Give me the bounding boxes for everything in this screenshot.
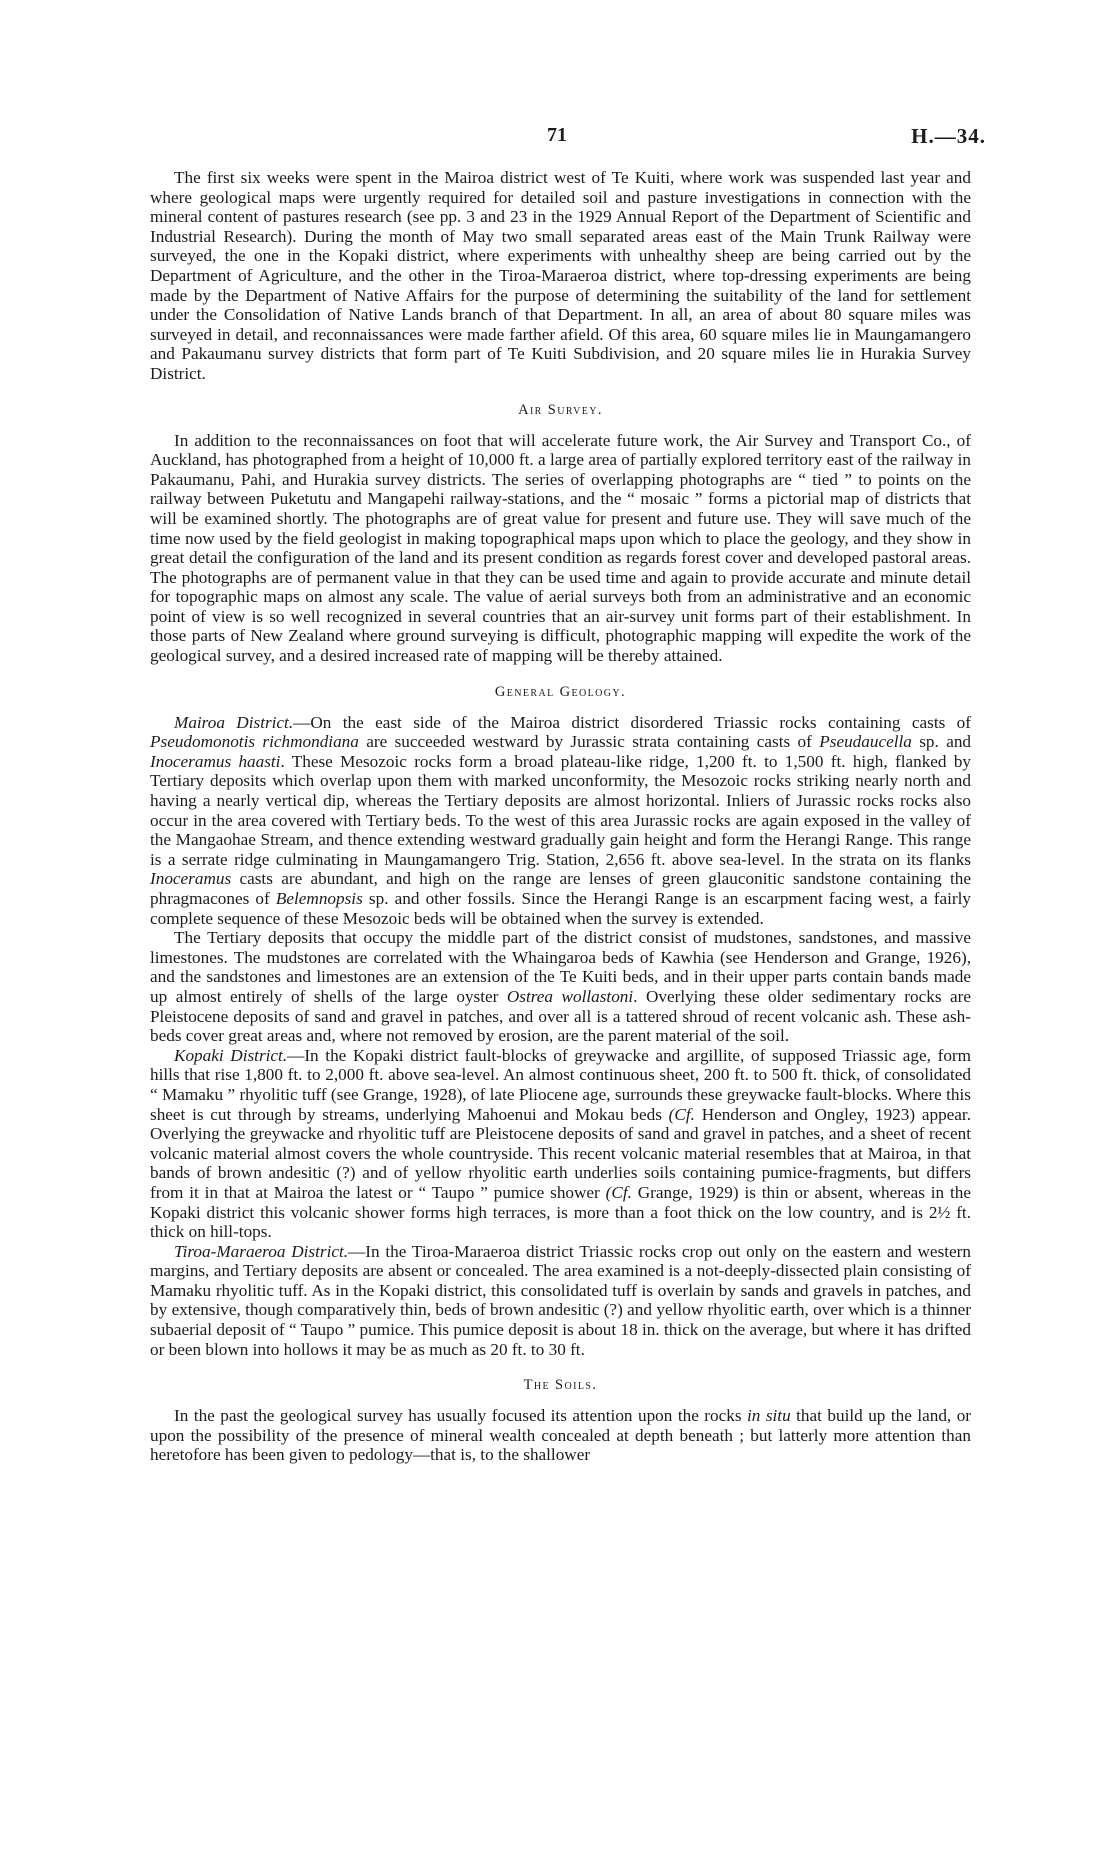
mairoa-label: Mairoa District. [174,712,294,732]
soils-text-2: that build up the land, or upon the possibility of the presence of mineral wealth concealed at depth beneath ; but latterly more attention than heretofore has been given to pedology—that is, to the shallower [150,1406,972,1465]
soils-paragraph [150,1406,971,1465]
air-survey-paragraph: In addition to the reconnaissances on foot that will accelerate future work, the Air Survey and Transport Co., of Auckland, has photographed from a height of 10,000 ft. a large area of partially explored territory east of the railway in Pakaumanu, Pahi, and Hurakia survey districts. The series of overlapping photographs are “ tied ” to points on the railway between Puketutu and Mangapehi railway-stations, and the “ mosaic ” forms a pictorial map of districts that will be examined shortly. The photographs are of great value for present and future use. They will save much of the time now used by the field geologist in making topographical maps upon which to place the geology, and they show in great detail the configuration of the land and its present condition as regards forest cover and developed pastoral areas. The photographs are of permanent value in that they can be used time and again to provide accurate and minute detail for topographic maps on almost any scale. The value of aerial surveys both from an administrative and an economic point of view is so well recognized in several countries that an air-survey unit forms part of their establishment. In those parts of New Zealand where ground surveying is difficult, photographic mapping will expedite the work of the geological survey, and a desired increased rate of mapping will be thereby attained. [150,430,971,666]
cf-reference: (Cf. [668,1104,695,1124]
mairoa-paragraph [150,713,971,929]
page-number: 71 [547,124,567,146]
mairoa-text-1: —On the east side of the Mairoa district disordered Triassic rocks containing casts of [293,712,971,732]
general-geology-heading: General Geology. [494,683,627,700]
mairoa-text-2: are succeeded westward by Jurassic strata containing casts of [358,732,820,752]
air-survey-heading: Air Survey. [518,401,603,418]
kopaki-text-1: —In the Kopaki district fault-blocks of greywacke and argillite, of supposed Triassic age, form hills that rise 1,800 ft. to 2,000 ft. above sea-level. An almost continuous sheet, 200 ft. to 500 ft. thick, of consolidated “ Mamaku ” rhyolitic tuff (see Grange, 1928), of late Pliocene age, surrounds these greywacke fault-blocks. Where this sheet is cut through by streams, underlying Mahoenui and Mokau beds [150,1045,972,1124]
species-name: Belemnopsis [275,889,363,908]
tiroa-label: Tiroa-Maraeroa District. [174,1241,349,1261]
mairoa-text-6: sp. and other fossils. Since the Herangi Range is an escarpment facing west, a fairly complete sequence of these Mesozoic beds will be obtained when the survey is extended. [150,889,971,928]
tiroa-paragraph [150,1242,971,1360]
kopaki-label: Kopaki District. [174,1045,288,1065]
soils-text-1: In the past the geological survey has usually focused its attention upon the rocks [174,1406,747,1426]
soils-heading: The Soils. [523,1377,598,1394]
cf-reference: (Cf. [605,1182,632,1202]
mairoa-text-3: sp. and [911,732,972,752]
mairoa-text-5: casts are abundant, and high on the range are lenses of green glauconitic sandstone containing the phragmacones of [150,869,971,908]
species-name: Inoceramus haasti [150,751,281,771]
tertiary-text-1: The Tertiary deposits that occupy the middle part of the district consist of mudstones, sandstones, and massive limestones. The mudstones are correlated with the Whaingaroa beds of Kawhia (see Henderson and Grange, 1926), and the sandstones and limestones are an extension of the Te Kuiti beds, and in their upper parts contain bands made up almost entirely of shells of the large oyster [150,928,971,1006]
page-body [150,168,971,1465]
species-name: Ostrea wollastoni [506,986,634,1006]
intro-paragraph: The first six weeks were spent in the Mairoa district west of Te Kuiti, where work was suspended last year and where geological maps were urgently required for detailed soil and pasture investigations in connection with the mineral content of pastures research (see pp. 3 and 23 in the 1929 Annual Report of the Department of Scientific and Industrial Research). During the month of May two small separated areas east of the Main Trunk Railway were surveyed, the one in the Kopaki district, where experiments with unhealthy sheep are being carried out by the Department of Agriculture, and the other in the Tiroa-Maraeroa district, where top-dressing experiments are being made by the Department of Native Affairs for the purpose of determining the suitability of the land for settlement under the Consolidation of Native Lands branch of that Department. In all, an area of about 80 square miles was surveyed in detail, and reconnaissances were made farther afield. Of this area, 60 square miles lie in Maungamangero and Pakaumanu survey districts that form part of Te Kuiti Subdivision, and 20 square miles lie in Hurakia Survey District. [150,168,971,383]
species-name: Inoceramus [150,869,232,889]
document-code: H.—34. [911,124,986,148]
tertiary-text-2: . Overlying these older sedimentary rocks are Pleistocene deposits of sand and gravel in patches, and over all is a tattered shroud of recent volcanic ash. These ash-beds cover great areas and, where not removed by erosion, are the parent material of the soil. [150,986,971,1046]
species-name: Pseudomonotis richmondiana [150,732,359,752]
kopaki-text-3: Grange, 1929) is thin or absent, whereas in the Kopaki district this volcanic shower forms high terraces, is more than a foot thick on the low country, and is 2½ ft. thick on hill-tops. [150,1182,972,1242]
mairoa-text-4: . These Mesozoic rocks form a broad plateau-like ridge, 1,200 ft. to 1,500 ft. high, flanked by Tertiary deposits which overlap upon them with marked unconformity, the Mesozoic rocks striking nearly north and having a nearly vertical dip, whereas the Tertiary deposits are almost horizontal. Inliers of Jurassic rocks rocks also occur in the area covered with Tertiary beds. To the west of this area Jurassic rocks are again exposed in the valley of the Mangaohae Stream, and thence extending westward gradually gain height and form the Herangi Range. This range is a serrate ridge culminating in Maungamangero Trig. Station, 2,656 ft. above sea-level. In the strata on its flanks [150,751,972,869]
kopaki-paragraph [150,1046,971,1242]
species-name: Pseudaucella [819,732,912,752]
tiroa-text-1: —In the Tiroa-Maraeroa district Triassic rocks crop out only on the eastern and western margins, and Tertiary deposits are absent or concealed. The area examined is a not-deeply-dissected plain consisting of Mamaku rhyolitic tuff. As in the Kopaki district, this consolidated tuff is overlain by sands and gravels in patches, and by extensive, though comparatively thin, beds of brown andesitic (?) and yellow rhyolitic earth, over which is a thinner subaerial deposit of “ Taupo ” pumice. This pumice deposit is about 18 in. thick on the average, but where it has drifted or been blown into hollows it may be as much as 20 ft. to 30 ft. [150,1241,971,1359]
kopaki-text-2: Henderson and Ongley, 1923) appear. Overlying the greywacke and rhyolitic tuff are Pleistocene deposits of sand and gravel in patches, and a sheet of recent volcanic material almost covers the whole countryside. This recent volcanic material resembles that at Mairoa, in that bands of brown andesitic (?) and of yellow rhyolitic earth underlies soils containing pumice-fragments, but differs from it in that at Mairoa the latest or “ Taupo ” pumice shower [150,1104,971,1202]
in-situ-term: in situ [747,1406,791,1426]
tertiary-paragraph [150,928,971,1046]
